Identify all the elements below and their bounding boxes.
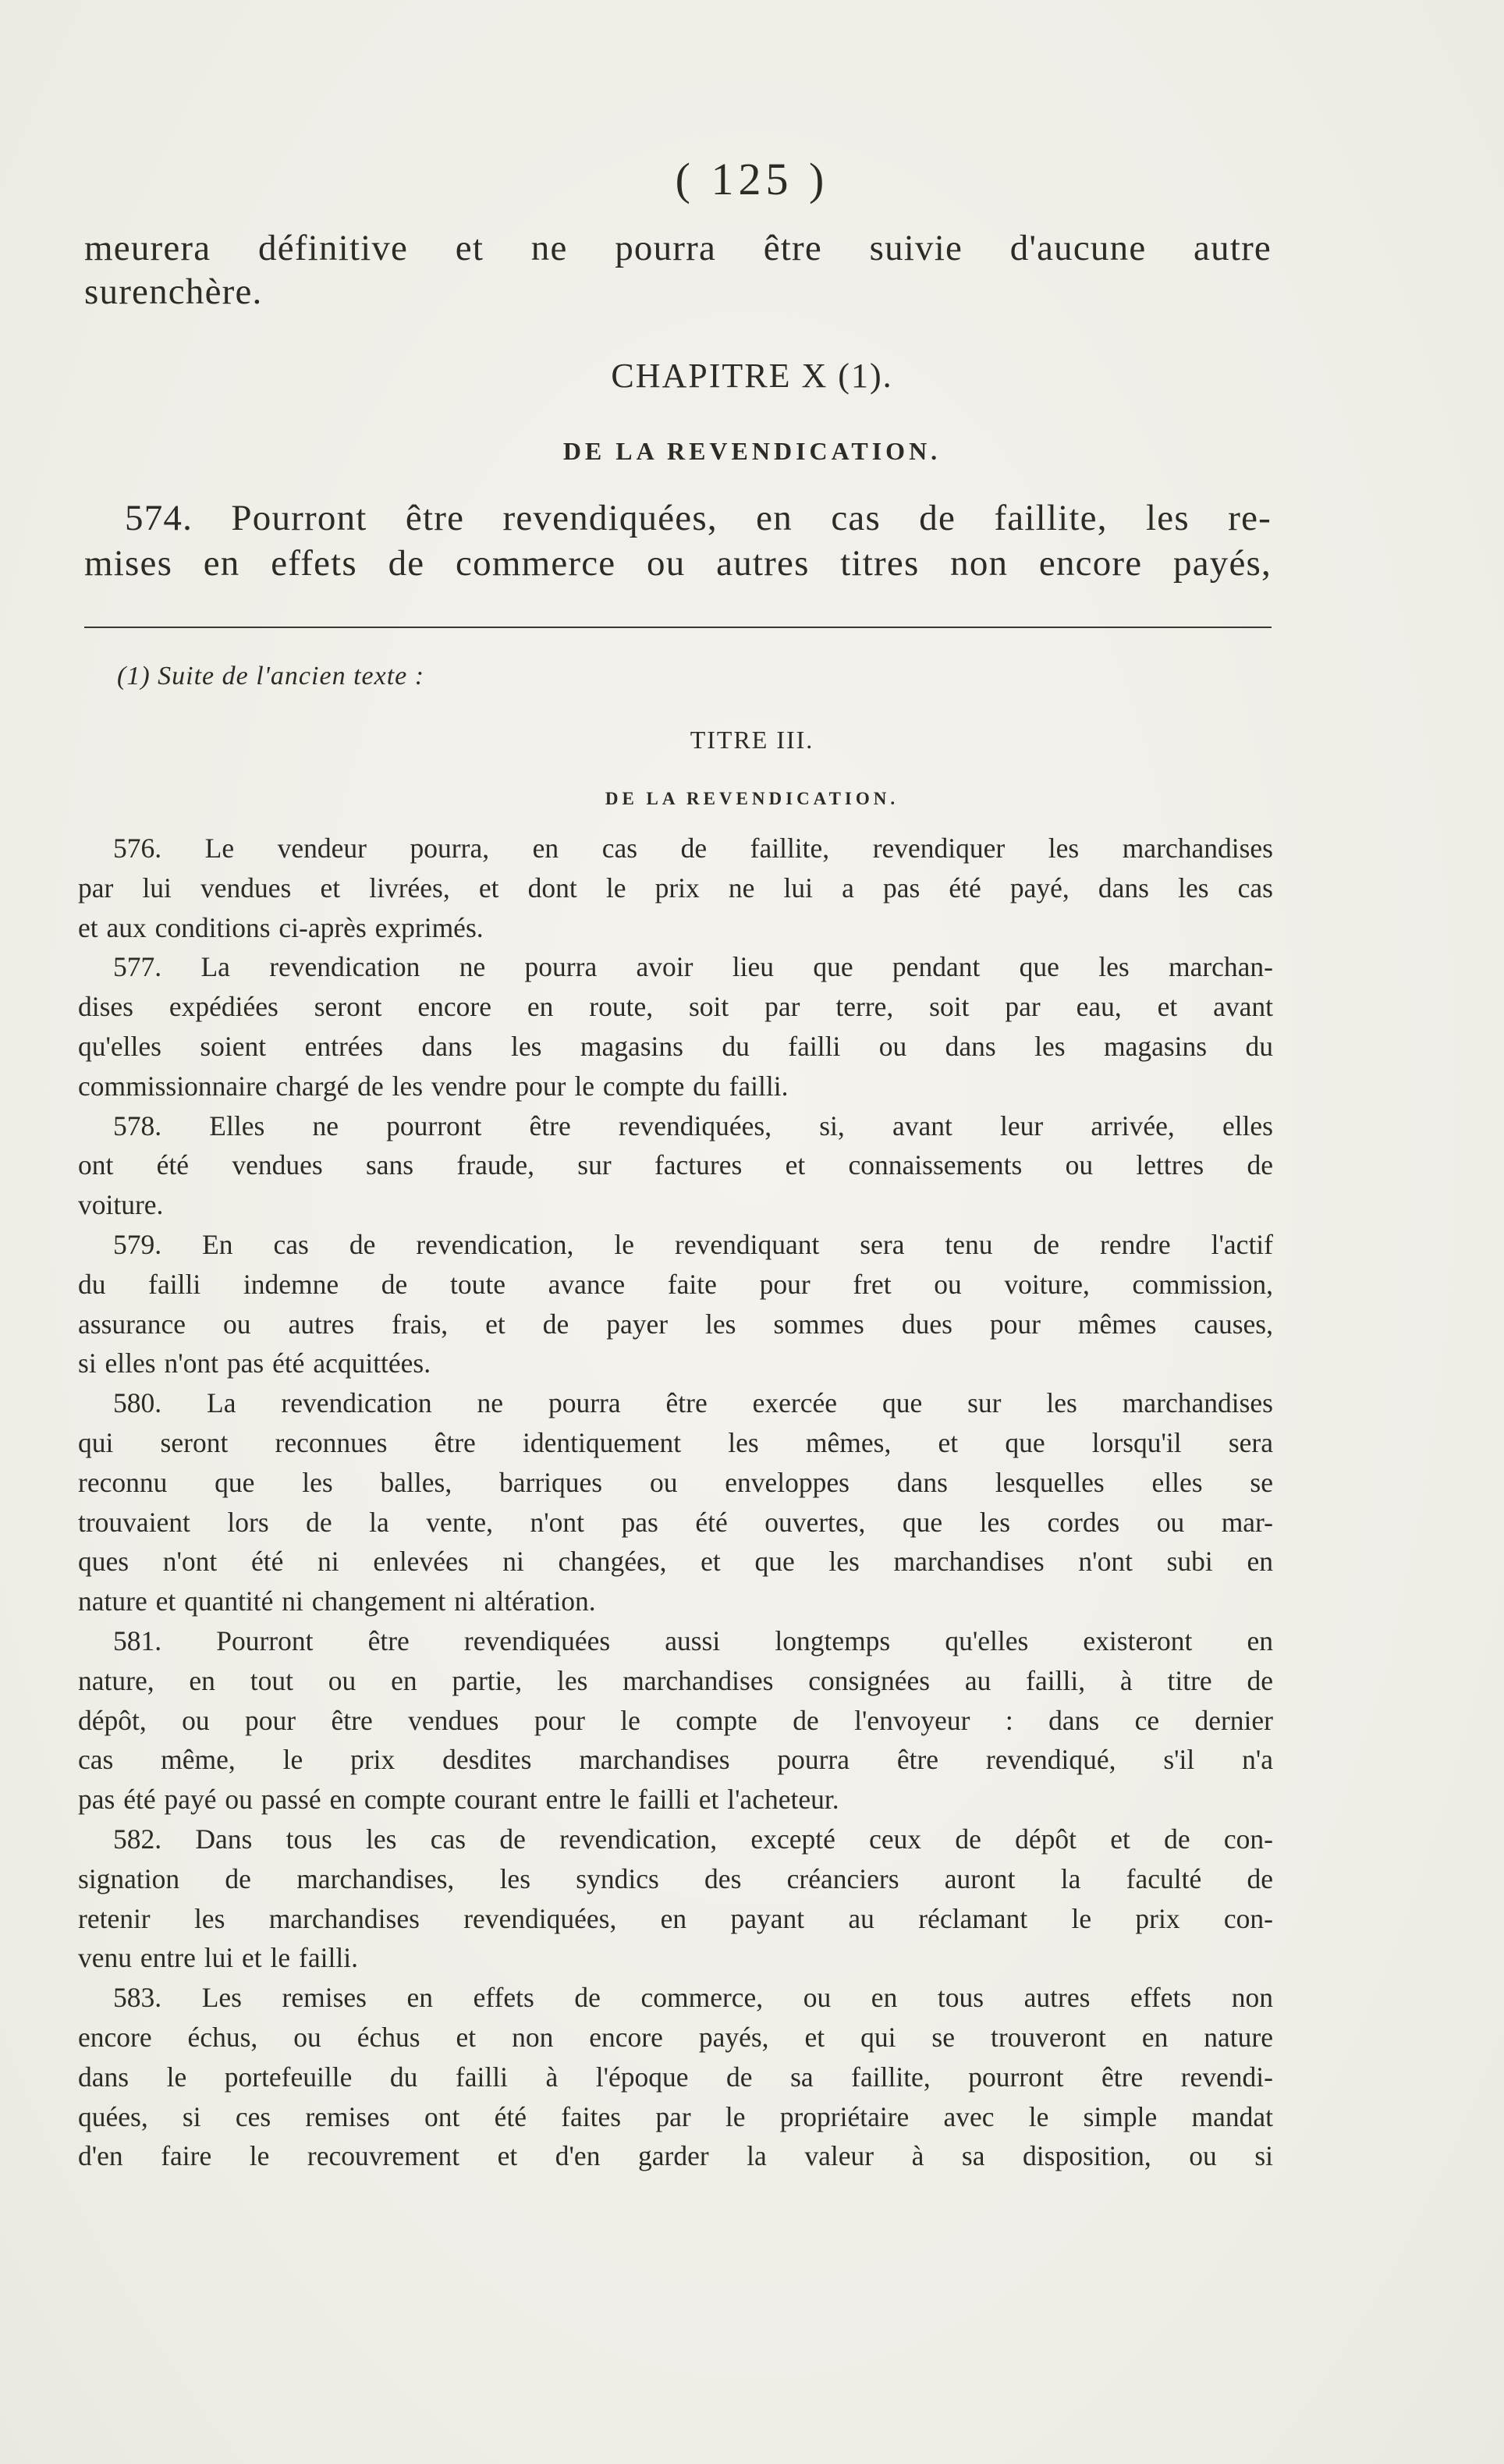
footnote-line: si elles n'ont pas été acquittées. bbox=[78, 1347, 431, 1379]
footnote-line: 578. Elles ne pourront être revendiquées, si, avant leur arrivée, elles bbox=[113, 1110, 1273, 1141]
footnote-line: cas même, le prix desdites marchandises pourra être revendiqué, s'il n'a bbox=[78, 1744, 1273, 1776]
footnote-line: 579. En cas de revendication, le revendiquant sera tenu de rendre l'actif bbox=[113, 1229, 1273, 1260]
footnote-line: signation de marchandises, les syndics des créanciers auront la faculté de bbox=[78, 1862, 1273, 1894]
footnote-line: qu'elles soient entrées dans les magasins du failli ou dans les magasins du bbox=[78, 1031, 1273, 1062]
footnote-line: et aux conditions ci-après exprimés. bbox=[78, 911, 484, 943]
footnote-line: venu entre lui et le failli. bbox=[78, 1942, 358, 1974]
chapter-title: CHAPITRE X (1). bbox=[611, 357, 893, 395]
footnote-line: 581. Pourront être revendiquées aussi longtemps qu'elles existeront en bbox=[113, 1625, 1273, 1656]
article-574-line: 574. Pourront être revendiquées, en cas de faillite, les re- bbox=[125, 498, 1272, 538]
footnote-line: d'en faire le recouvrement et d'en garder la valeur à sa disposition, ou si bbox=[78, 2140, 1273, 2172]
footnote-line: dépôt, ou pour être vendues pour le compte de l'envoyeur : dans ce dernier bbox=[78, 1704, 1273, 1736]
footnote-line: 582. Dans tous les cas de revendication, excepté ceux de dépôt et de con- bbox=[113, 1823, 1273, 1855]
continuation-line: meurera définitive et ne pourra être suivie d'aucune autre bbox=[84, 228, 1272, 268]
footnote-line: 577. La revendication ne pourra avoir lieu que pendant que les marchan- bbox=[113, 951, 1273, 983]
footnote-line: assurance ou autres frais, et de payer les sommes dues pour mêmes causes, bbox=[78, 1308, 1273, 1340]
footnote-line: du failli indemne de toute avance faite pour fret ou voiture, commission, bbox=[78, 1268, 1273, 1300]
footnote-line: 576. Le vendeur pourra, en cas de faillite, revendiquer les marchandises bbox=[113, 833, 1273, 864]
footnote-line: nature et quantité ni changement ni altération. bbox=[78, 1585, 596, 1617]
footnote-line: 583. Les remises en effets de commerce, ou en tous autres effets non bbox=[113, 1982, 1273, 2014]
footnote-line: ont été vendues sans fraude, sur factures et connaissements ou lettres de bbox=[78, 1149, 1273, 1181]
footnote-line: ques n'ont été ni enlevées ni changées, et que les marchandises n'ont subi en bbox=[78, 1546, 1273, 1578]
footnote-line: dises expédiées seront encore en route, soit par terre, soit par eau, et avant bbox=[78, 991, 1273, 1023]
footnote-line: 580. La revendication ne pourra être exercée que sur les marchandises bbox=[113, 1387, 1273, 1419]
footnote-heading: DE LA REVENDICATION. bbox=[605, 789, 899, 808]
footnote-marker: (1) Suite de l'ancien texte : bbox=[117, 662, 425, 691]
footnote-line: encore échus, ou échus et non encore payés, et qui se trouveront en nature bbox=[78, 2022, 1273, 2053]
footnote-line: pas été payé ou passé en compte courant entre le failli et l'acheteur. bbox=[78, 1784, 839, 1816]
footnote-titre: TITRE III. bbox=[690, 726, 814, 754]
footnote-line: retenir les marchandises revendiquées, en payant au réclamant le prix con- bbox=[78, 1902, 1273, 1934]
section-heading: DE LA REVENDICATION. bbox=[562, 437, 942, 465]
footnote-line: par lui vendues et livrées, et dont le prix ne lui a pas été payé, dans les cas bbox=[78, 872, 1273, 904]
footnote-line: trouvaient lors de la vente, n'ont pas été ouvertes, que les cordes ou mar- bbox=[78, 1506, 1273, 1538]
continuation-line: surenchère. bbox=[84, 272, 263, 312]
footnote-line: nature, en tout ou en partie, les marchandises consignées au failli, à titre de bbox=[78, 1664, 1273, 1696]
footnote-line: quées, si ces remises ont été faites par le propriétaire avec le simple mandat bbox=[78, 2100, 1273, 2132]
footnote-separator bbox=[84, 627, 1272, 628]
footnote-line: dans le portefeuille du failli à l'époque de sa faillite, pourront être revendi- bbox=[78, 2061, 1273, 2093]
footnote-line: voiture. bbox=[78, 1189, 164, 1221]
page-number: ( 125 ) bbox=[675, 154, 829, 204]
article-574-line: mises en effets de commerce ou autres titres non encore payés, bbox=[84, 543, 1272, 584]
footnote-line: qui seront reconnues être identiquement les mêmes, et que lorsqu'il sera bbox=[78, 1427, 1273, 1458]
footnote-line: reconnu que les balles, barriques ou enveloppes dans lesquelles elles se bbox=[78, 1466, 1273, 1498]
footnote-line: commissionnaire chargé de les vendre pour le compte du failli. bbox=[78, 1070, 789, 1102]
